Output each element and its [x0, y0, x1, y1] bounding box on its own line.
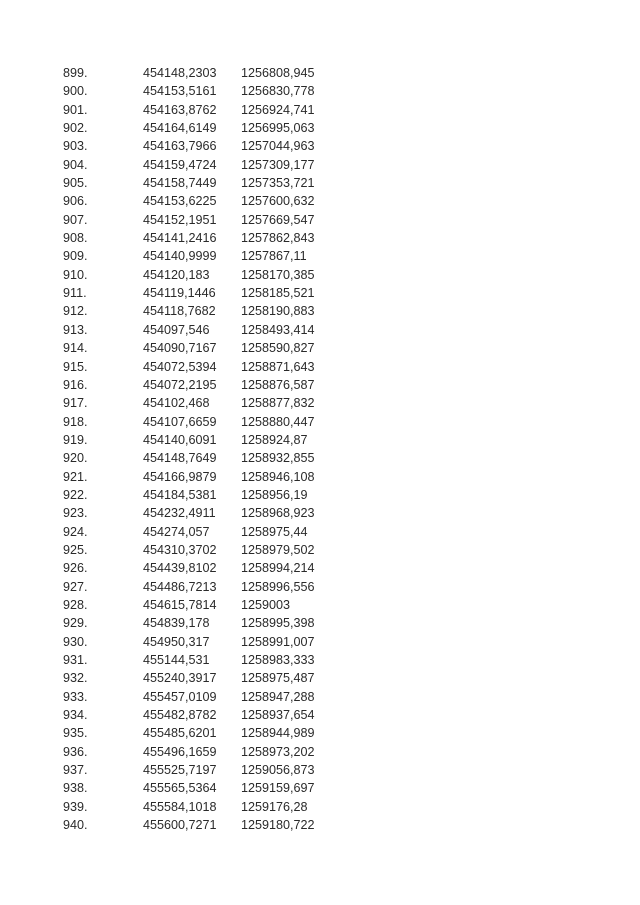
y-coordinate: 1256808,945: [241, 66, 315, 80]
point-number: 906.: [63, 194, 88, 209]
point-number: 901.: [63, 102, 88, 117]
point-number: 907.: [63, 212, 88, 227]
y-coordinate: 1258996,556: [241, 579, 315, 594]
x-coordinate: 454072,2195: [143, 377, 217, 392]
x-coordinate: 455496,1659: [143, 744, 217, 759]
point-number: 931.: [63, 653, 88, 667]
point-number: 899.: [63, 66, 88, 80]
point-number: 904.: [63, 157, 88, 172]
y-coordinate: 1258876,587: [241, 377, 315, 392]
point-number: 903.: [63, 139, 88, 154]
x-coordinate: 454102,468: [143, 396, 210, 411]
x-coordinate: 454072,5394: [143, 359, 217, 374]
point-number: 900.: [63, 84, 88, 99]
y-coordinate: 1258493,414: [241, 322, 315, 337]
x-coordinate: 455485,6201: [143, 726, 217, 741]
y-coordinate: 1258979,502: [241, 542, 315, 557]
y-coordinate: 1258994,214: [241, 561, 315, 576]
x-coordinate: 454274,057: [143, 524, 210, 539]
y-coordinate: 1258880,447: [241, 414, 315, 429]
point-number: 939.: [63, 799, 88, 814]
point-number: 910.: [63, 267, 88, 282]
y-coordinate: 1259056,873: [241, 763, 315, 778]
y-coordinate: 1259176,28: [241, 799, 308, 814]
y-coordinate: 1257353,721: [241, 176, 315, 191]
x-coordinate: 454153,6225: [143, 194, 217, 209]
x-coordinate: 454950,317: [143, 634, 210, 649]
x-coordinate: 454158,7449: [143, 176, 217, 191]
y-coordinate: 1258968,923: [241, 506, 315, 521]
point-number: 916.: [63, 377, 88, 392]
point-number: 932.: [63, 671, 88, 686]
point-number: 926.: [63, 561, 88, 576]
point-number: 921.: [63, 469, 88, 484]
point-number: 929.: [63, 616, 88, 631]
y-coordinate: 1258190,883: [241, 304, 315, 319]
y-coordinate: 1256830,778: [241, 84, 315, 99]
y-coordinate: 1257862,843: [241, 231, 315, 246]
y-coordinate: 1258924,87: [241, 432, 308, 447]
x-coordinate: 454153,5161: [143, 84, 217, 99]
x-coordinate: 454439,8102: [143, 561, 217, 576]
x-coordinate: 454615,7814: [143, 597, 217, 612]
x-coordinate: 455240,3917: [143, 671, 217, 686]
y-coordinate: 1258991,007: [241, 634, 315, 649]
x-coordinate: 454140,6091: [143, 432, 217, 447]
x-coordinate: 454148,7649: [143, 451, 217, 466]
y-coordinate: 1258947,288: [241, 689, 315, 704]
y-coordinate: 1258975,44: [241, 524, 308, 539]
point-number: 928.: [63, 597, 88, 612]
x-coordinate: 454141,2416: [143, 231, 217, 246]
point-number: 940.: [63, 818, 88, 833]
point-number: 925.: [63, 542, 88, 557]
x-coordinate: 454107,6659: [143, 414, 217, 429]
point-number: 913.: [63, 322, 88, 337]
point-number: 918.: [63, 414, 88, 429]
x-coordinate: 454839,178: [143, 616, 210, 631]
x-coordinate: 454120,183: [143, 267, 210, 282]
point-number: 920.: [63, 451, 88, 466]
y-coordinate: 1258932,855: [241, 451, 315, 466]
x-coordinate: 455584,1018: [143, 799, 217, 814]
x-coordinate: 455600,7271: [143, 818, 217, 833]
point-number: 938.: [63, 781, 88, 796]
y-coordinate: 1259159,697: [241, 781, 315, 796]
x-coordinate: 454159,4724: [143, 157, 217, 172]
x-coordinate: 455457,0109: [143, 689, 217, 704]
x-coordinate: 454184,5381: [143, 487, 217, 502]
x-coordinate: 454118,7682: [143, 304, 216, 319]
x-coordinate: 455565,5364: [143, 781, 217, 796]
point-number: 919.: [63, 432, 88, 447]
point-number: 927.: [63, 579, 88, 594]
y-coordinate: 1258170,385: [241, 267, 315, 282]
y-coordinate: 1259180,722: [241, 818, 315, 833]
point-number: 911.: [63, 286, 87, 301]
x-coordinate: 454152,1951: [143, 212, 217, 227]
x-coordinate: 454148,2303: [143, 66, 217, 80]
point-number: 914.: [63, 341, 88, 356]
point-number: 924.: [63, 524, 88, 539]
x-coordinate: 454090,7167: [143, 341, 217, 356]
y-coordinate: 1257600,632: [241, 194, 315, 209]
y-coordinate: 1256995,063: [241, 121, 315, 136]
y-coordinate: 1258956,19: [241, 487, 308, 502]
x-coordinate: 455482,8782: [143, 708, 217, 723]
y-coordinate: 1258937,654: [241, 708, 315, 723]
y-coordinate: 1258871,643: [241, 359, 315, 374]
y-coordinate: 1256924,741: [241, 102, 315, 117]
y-coordinate: 1257867,11: [241, 249, 307, 264]
x-coordinate: 455144,531: [143, 653, 210, 667]
y-coordinate: 1257309,177: [241, 157, 315, 172]
point-number: 937.: [63, 763, 88, 778]
point-number: 934.: [63, 708, 88, 723]
point-number: 902.: [63, 121, 88, 136]
x-coordinate: 454140,9999: [143, 249, 217, 264]
point-number: 930.: [63, 634, 88, 649]
point-number: 905.: [63, 176, 88, 191]
x-coordinate: 454163,8762: [143, 102, 217, 117]
x-coordinate: 454164,6149: [143, 121, 217, 136]
x-coordinate: 454166,9879: [143, 469, 217, 484]
y-coordinate: 1258975,487: [241, 671, 315, 686]
y-coordinate: 1258973,202: [241, 744, 315, 759]
point-number: 935.: [63, 726, 88, 741]
point-number: 912.: [63, 304, 88, 319]
point-number: 917.: [63, 396, 88, 411]
point-number: 909.: [63, 249, 88, 264]
y-coordinate: 1258983,333: [241, 653, 315, 667]
x-coordinate: 454097,546: [143, 322, 210, 337]
y-coordinate: 1258185,521: [241, 286, 315, 301]
y-coordinate: 1258877,832: [241, 396, 315, 411]
x-coordinate: 454486,7213: [143, 579, 217, 594]
y-coordinate: 1258944,989: [241, 726, 315, 741]
x-coordinate: 454310,3702: [143, 542, 217, 557]
y-coordinate: 1258946,108: [241, 469, 315, 484]
point-number: 915.: [63, 359, 88, 374]
point-number: 933.: [63, 689, 88, 704]
y-coordinate: 1257044,963: [241, 139, 315, 154]
point-number: 936.: [63, 744, 88, 759]
point-number: 922.: [63, 487, 88, 502]
x-coordinate: 454232,4911: [143, 506, 216, 521]
x-coordinate: 454119,1446: [143, 286, 216, 301]
x-coordinate: 454163,7966: [143, 139, 217, 154]
y-coordinate: 1259003: [241, 597, 291, 612]
y-coordinate: 1257669,547: [241, 212, 315, 227]
y-coordinate: 1258590,827: [241, 341, 315, 356]
point-number: 923.: [63, 506, 88, 521]
y-coordinate: 1258995,398: [241, 616, 315, 631]
point-number: 908.: [63, 231, 88, 246]
x-coordinate: 455525,7197: [143, 763, 217, 778]
